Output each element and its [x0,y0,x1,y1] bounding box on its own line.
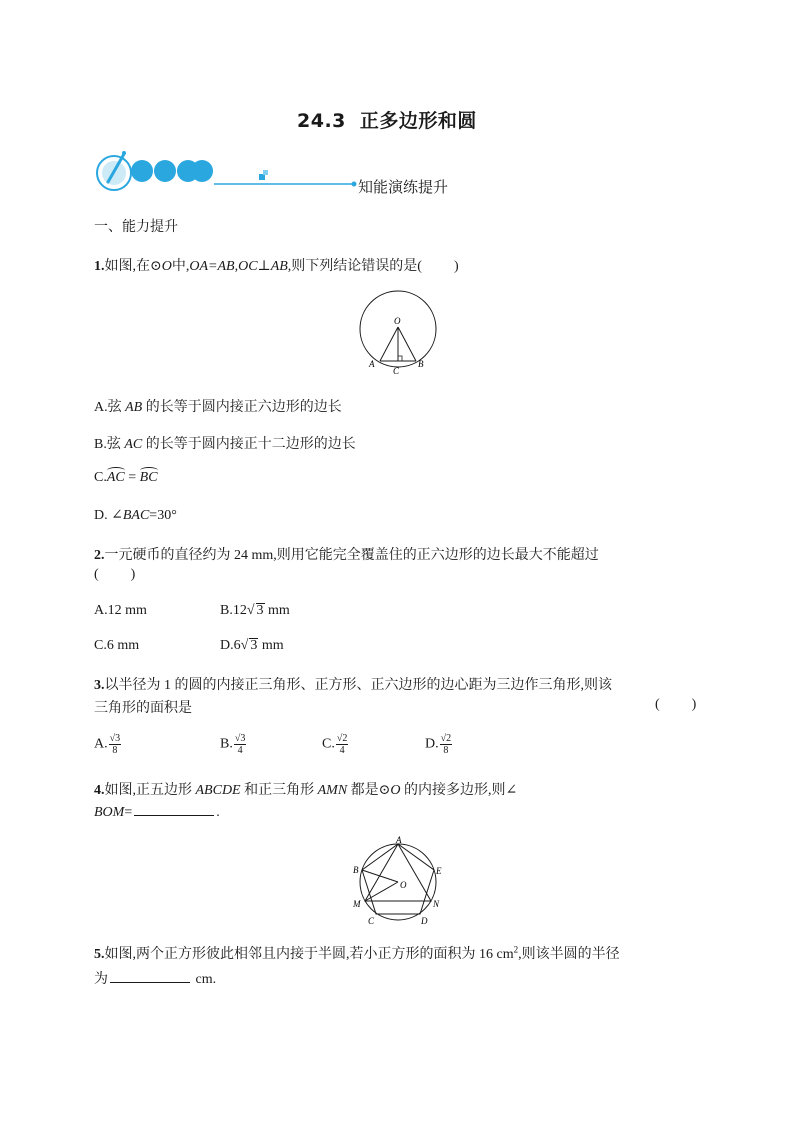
label-n: N [433,899,440,909]
arc-ac: AC [106,470,125,485]
option-text: D.6 [220,638,241,653]
q2-option-b: B.12√ 3 mm [220,603,290,618]
frac-den: 4 [237,745,243,756]
option-unit: mm [264,603,290,618]
label-d: D [421,916,428,926]
paren: ( [94,567,99,582]
q1-condition: OA=AB [189,259,235,274]
q3-text: 以半径为 1 的圆的内接正三角形、正方形、正六边形的边心距为三边作三角形,则该 [104,678,612,693]
q1-text: ) [453,259,459,274]
label-b: B [353,865,359,875]
question-number: 4. [94,783,105,798]
answer-blank[interactable] [110,970,190,983]
frac-num: √3 [234,733,246,744]
q2-option-d: D.6√ 3 mm [220,638,284,653]
question-number: 5. [94,947,105,962]
question-5 [94,943,620,963]
option-text: = [124,470,140,485]
option-c [94,470,158,486]
question-2 [94,544,599,564]
label-e: E [436,866,442,876]
label-c: C [393,366,400,374]
option-d [94,507,177,524]
frac-den: 8 [112,745,118,756]
paren: ( [655,697,660,712]
q5-text: ,则该半圆的半径 [518,947,620,962]
option-label: D. [425,736,439,752]
question-number: 3. [94,678,105,693]
question-4 [94,779,517,799]
option-label: B. [220,736,233,752]
q5-text: 如图,两个正方形彼此相邻且内接于半圆,若小正方形的面积为 16 cm [104,947,514,962]
q5-text: cm. [192,972,217,987]
frac-den: 8 [443,745,449,756]
question-3 [94,674,612,694]
option-text: 的长等于圆内接正六边形的边长 [142,400,342,415]
q2-paren [94,567,135,583]
option-label: B.弦 [94,437,125,452]
q3-option-c [322,733,348,756]
option-angle: BAC [122,508,150,523]
section-number: 24.3 [297,110,346,132]
section-title: 正多边形和圆 [359,110,477,132]
q5-line2 [94,968,216,988]
section-heading: 一、能力提升 [94,220,178,235]
q1-text: 中, [171,259,190,274]
label-a: A [369,359,375,369]
answer-blank[interactable] [134,803,214,816]
frac-den: 4 [339,745,345,756]
label-o: O [394,316,401,326]
q3-paren [655,697,696,713]
banner-label: 知能演练提升 [358,178,449,196]
option-label: C. [322,736,335,752]
frac-num: √3 [109,733,121,744]
option-label: A. [94,736,108,752]
q5-text: 为 [94,972,108,987]
q4-var: O [390,783,401,798]
option-label: D. ∠ [94,508,123,523]
q5-sup: 2 [513,944,519,955]
q4-polygon: AMN [317,783,348,798]
q3-option-a [94,733,121,756]
q3-line2: 三角形的面积是 [94,701,192,716]
question-1 [94,255,459,275]
option-seg: AB [125,400,143,415]
q2-option-c: C.6 mm [94,638,140,653]
option-b [94,433,356,453]
q1-text: 如图,在⊙ [104,259,162,274]
q4-polygon: ABCDE [195,783,241,798]
q4-text: 和正三角形 [240,783,318,798]
option-label: C. [94,470,107,485]
frac-num: √2 [440,733,452,744]
q4-text: 都是⊙ [347,783,391,798]
banner-dot-1 [131,160,153,182]
option-a [94,396,342,416]
label-c: C [368,916,375,926]
q1-condition: OC⊥AB [238,259,288,274]
option-text: 的长等于圆内接正十二边形的边长 [142,437,356,452]
q4-line2 [94,803,220,821]
question-number: 2. [94,548,105,563]
q4-var: BOM [94,805,125,820]
arc-bc: BC [139,470,158,485]
q2-option-a: A.12 mm [94,603,147,618]
q1-text: ,则下列结论错误的是( [287,259,422,274]
label-m: M [353,899,361,909]
option-text: B.12 [220,603,247,618]
q2-text: 一元硬币的直径约为 24 mm,则用它能完全覆盖住的正六边形的边长最大不能超过 [104,548,599,563]
paren: ) [691,697,697,712]
q4-text: . [216,805,220,820]
paren: ) [130,567,136,582]
figure-circle-chord [356,290,440,374]
radical: 3 [250,638,258,653]
question-number: 1. [94,259,105,274]
label-a: A [396,836,402,845]
q3-option-b [220,733,246,756]
option-text: =30° [149,508,177,523]
page-title [297,106,477,133]
q1-text: , [234,259,239,274]
banner-dot-4 [191,160,213,182]
option-label: A.弦 [94,400,126,415]
q4-text: 如图,正五边形 [104,783,196,798]
frac-num: √2 [336,733,348,744]
label-b: B [418,359,424,369]
option-seg: AC [124,437,143,452]
q1-var: O [161,259,172,274]
radical: 3 [256,603,264,618]
option-unit: mm [258,638,284,653]
q4-text: 的内接多边形,则∠ [400,783,518,798]
label-o: O [400,880,407,890]
figure-pentagon-triangle [350,836,446,926]
q3-option-d [425,733,452,756]
banner-dot-2 [154,160,176,182]
q4-text: = [124,805,133,820]
